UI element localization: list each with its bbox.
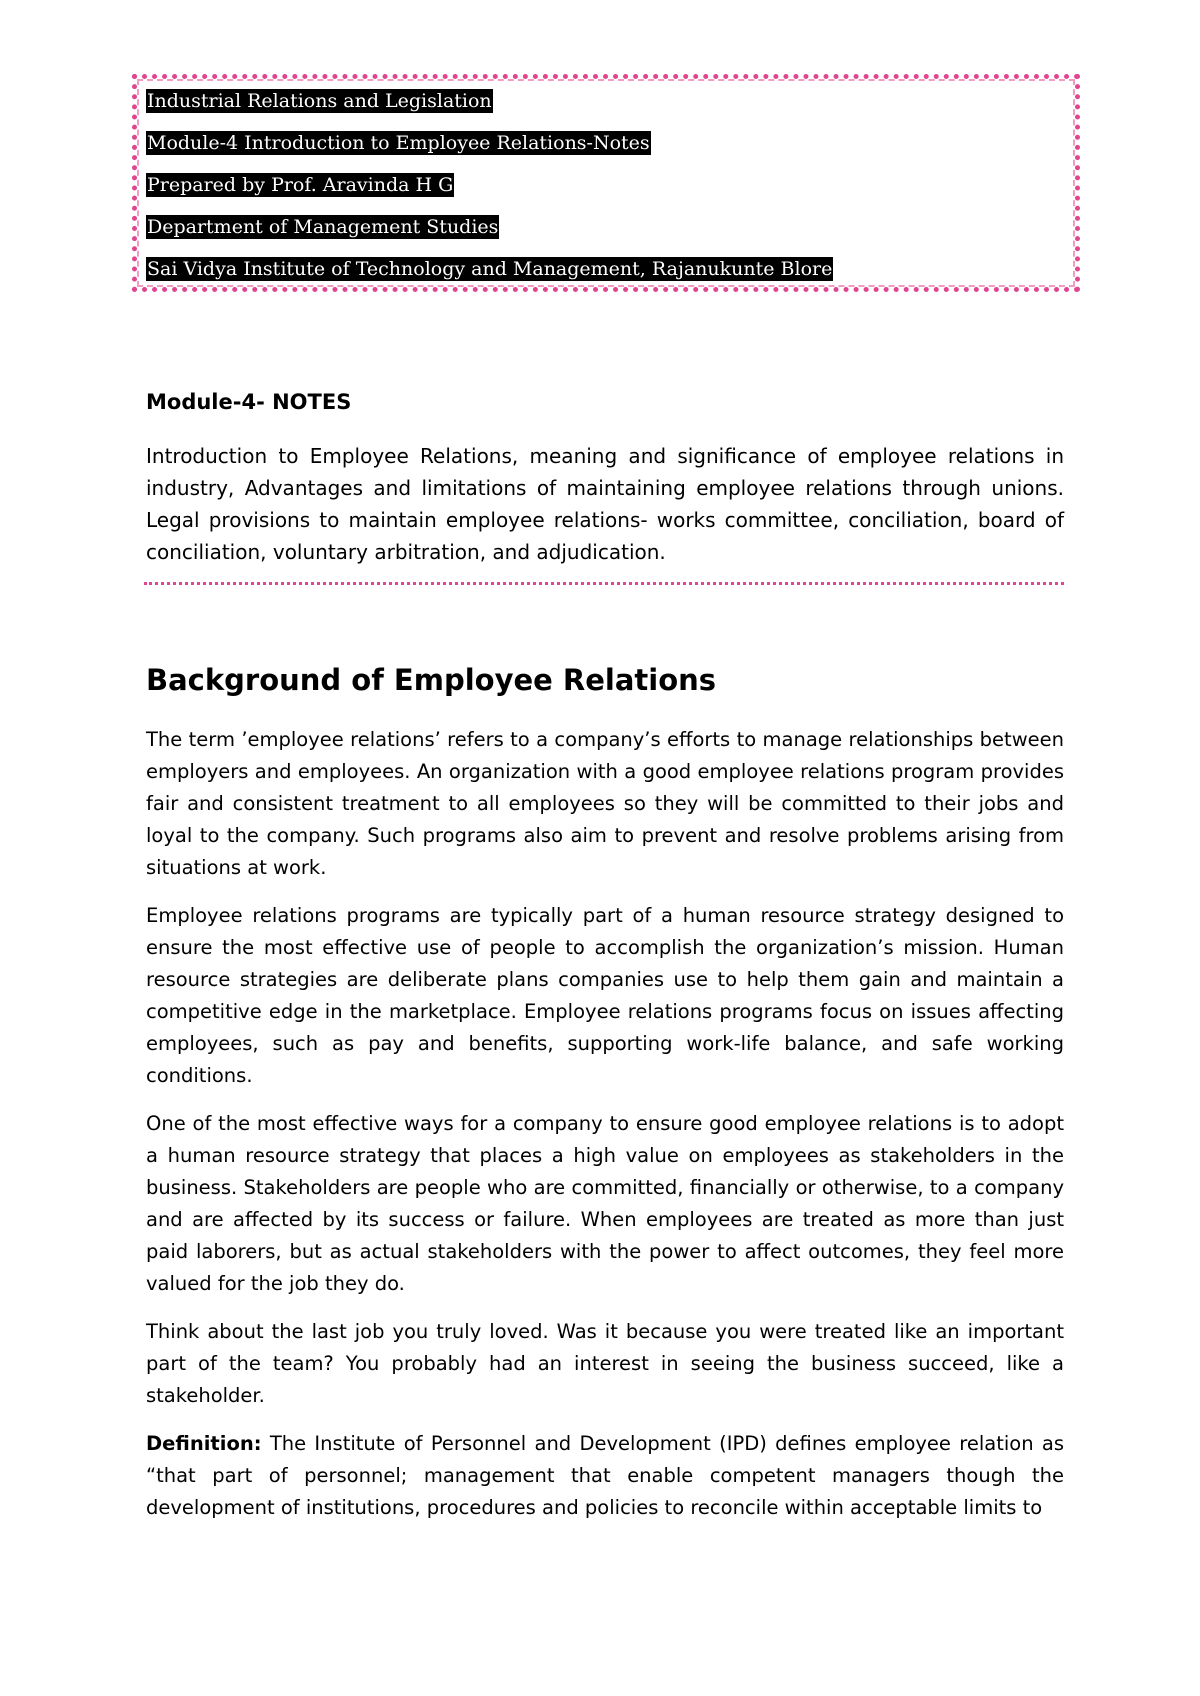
header-line-module	[146, 122, 1066, 164]
header-line-institute	[146, 248, 1066, 290]
module-syllabus: Introduction to Employee Relations, meaning and significance of employee relations in industry, Advantages and limitations of maintaining employee relations through unions. Legal provisions to maintain employee relations- works committee, conciliation, board of conciliation, voluntary arbitration, and adjudication.	[146, 444, 1064, 564]
paragraph-stakeholders: One of the most effective ways for a company to ensure good employee relations is to adopt a human resource strategy that places a high value on employees as stakeholders in the business. Stakeholders are people who are committed, financially or otherwise, to a company and are affected by its success or failure. When employees are treated as more than just paid laborers, but as actual stakeholders with the power to affect outcomes, they feel more valued for the job they do.	[146, 1112, 1064, 1295]
paragraph-strategy: Employee relations programs are typically part of a human resource strategy designed to ensure the most effective use of people to accomplish the organization’s mission. Human resource strategies are deliberate plans companies use to help them gain and maintain a competitive edge in the marketplace. Employee relations programs focus on issues affecting employees, such as pay and benefits, supporting work-life balance, and safe working conditions.	[146, 904, 1064, 1087]
header-line-department-text: Department of Management Studies	[147, 216, 499, 238]
header-block	[146, 80, 1066, 290]
module-title: Module-4- NOTES	[146, 390, 352, 414]
header-line-author	[146, 164, 1066, 206]
header-line-department	[146, 206, 1066, 248]
paragraph-definition	[146, 1428, 1064, 1524]
section-body	[146, 724, 1064, 1540]
section-heading: Background of Employee Relations	[146, 663, 717, 697]
paragraph-intro: The term ’employee relations’ refers to a company’s efforts to manage relationships between employers and employees. An organization with a good employee relations program provides fair and consistent treatment to all employees so they will be committed to their jobs and loyal to the company. Such programs also aim to prevent and resolve problems arising from situations at work.	[146, 728, 1064, 879]
paragraph-reflection: Think about the last job you truly loved. Was it because you were treated like an important part of the team? You probably had an interest in seeing the business succeed, like a stakeholder.	[146, 1320, 1064, 1407]
header-line-course	[146, 80, 1066, 122]
header-line-author-text: Prepared by Prof. Aravinda H G	[147, 174, 454, 196]
definition-label: Definition:	[146, 1432, 262, 1455]
header-line-institute-text: Sai Vidya Institute of Technology and Management, Rajanukunte Blore	[147, 258, 833, 280]
definition-text: The Institute of Personnel and Development (IPD) defines employee relation as “that part of personnel; management that enable competent managers though the development of institutions, procedures and policies to reconcile within acceptable limits to	[146, 1432, 1064, 1519]
header-line-module-text: Module-4 Introduction to Employee Relations-Notes	[147, 132, 650, 154]
header-line-course-text: Industrial Relations and Legislation	[147, 90, 492, 112]
section-divider	[144, 582, 1064, 585]
